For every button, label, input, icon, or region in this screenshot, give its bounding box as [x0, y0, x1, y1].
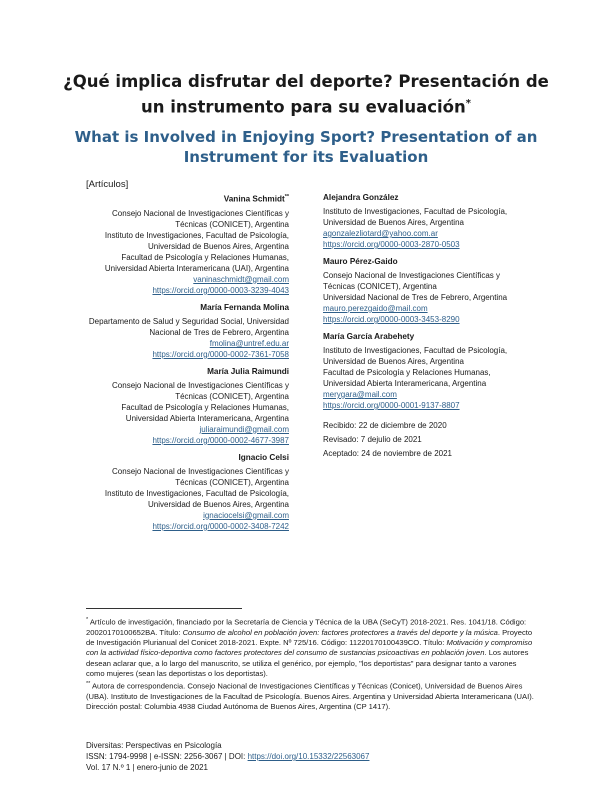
publication-dates	[323, 419, 553, 461]
author-orcid-link[interactable]: https://orcid.org/0000-0001-9137-8807	[323, 401, 460, 410]
author-affiliation: Técnicas (CONICET), Argentina	[323, 282, 437, 291]
author-affiliation: Técnicas (CONICET), Argentina	[175, 477, 289, 487]
author-email-link[interactable]: merygara@mail.com	[323, 390, 397, 399]
author-email-link[interactable]: agonzalezliotard@yahoo.com.ar	[323, 229, 438, 238]
author-affiliation: Instituto de Investigaciones, Facultad de Psicología,	[323, 346, 508, 355]
doi-link[interactable]: https://doi.org/10.15332/22563067	[247, 752, 370, 761]
date-revised: Revisado: 7 dejulio de 2021	[323, 435, 422, 444]
author-name: Mauro Pérez-Gaido	[323, 257, 398, 266]
title-english: What is Involved in Enjoying Sport? Presentation of an Instrument for its Evaluation	[74, 128, 538, 166]
author-name: Alejandra González	[323, 193, 399, 202]
author-block	[323, 331, 553, 411]
author-affiliation: Técnicas (CONICET), Argentina	[175, 219, 289, 229]
author-name: María Julia Raimundi	[207, 366, 289, 376]
author-affiliation: Facultad de Psicología y Relaciones Humanas,	[323, 368, 491, 377]
author-orcid-link[interactable]: https://orcid.org/0000-0003-3239-4043	[152, 285, 289, 295]
author-affiliation: Instituto de Investigaciones, Facultad de Psicología,	[323, 207, 508, 216]
date-received: Recibido: 22 de diciembre de 2020	[323, 421, 447, 430]
author-affiliation: Universidad Abierta Interamericana (UAI), Argentina	[104, 263, 289, 273]
author-affiliation: Universidad de Buenos Aires, Argentina	[148, 241, 289, 251]
date-accepted: Aceptado: 24 de noviembre de 2021	[323, 449, 452, 458]
author-affiliation: Universidad Abierta Interamericana, Argentina	[125, 413, 289, 423]
author-name: María García Arabehety	[323, 332, 415, 341]
footnote-correspondence: ** Autora de correspondencia. Consejo Nacional de Investigaciones Científicas y Técnicas (Conicet), Universidad de Buenos Aires (UBA). Instituto de Investigaciones de la Facultad de Psicología. Buenos Aires. Argentina y Universidad Abierta Interamericana (UAI). Dirección postal: Columbia 4938 Ciudad Autónoma de Buenos Aires, Argentina (CP 1417).	[86, 681, 534, 712]
author-orcid-link[interactable]: https://orcid.org/0000-0003-3453-8290	[323, 315, 460, 324]
journal-name: Diversitas: Perspectivas en Psicología	[86, 741, 222, 750]
author-orcid-link[interactable]: https://orcid.org/0000-0002-7361-7058	[152, 349, 289, 359]
author-email-link[interactable]: juliaraimundi@gmail.com	[199, 424, 289, 434]
author-affiliation: Universidad de Buenos Aires, Argentina	[148, 499, 289, 509]
footnote-funding: * Artículo de investigación, financiado por la Secretaría de Ciencia y Técnica de la UBA (SeCyT) 2018-2021. Res. 1041/18. Código: 20020170100652BA. Título: Consumo de alcohol en población joven: factores protectores a través del deporte y la música. Proyecto de Investigación Plurianual del Conicet 2018-2021. Expte. Nº 725/16. Código: 11220170100439CO. Título: Motivación y compromiso con la actividad físico-deportiva como factores protectores del consumo de sustancias psicoactivas en población joven. Los autores desean aclarar que, a lo largo del manuscrito, se utiliza el genérico, por ejemplo, "los deportistas" para designar tanto a varones como mujeres (sean las deportistas o los deportistas).	[86, 617, 533, 679]
author-email-link[interactable]: ignaciocelsi@gmail.com	[203, 510, 289, 520]
author-orcid-link[interactable]: https://orcid.org/0000-0002-3408-7242	[152, 521, 289, 531]
author-affiliation: Universidad Abierta Interamericana, Argentina	[323, 379, 487, 388]
author-email-link[interactable]: vaninaschmidt@gmail.com	[193, 274, 289, 284]
author-affiliation: Instituto de Investigaciones, Facultad de Psicología,	[104, 230, 289, 240]
author-affiliation: Facultad de Psicología y Relaciones Humanas,	[121, 252, 289, 262]
author-block	[86, 366, 289, 446]
author-block	[86, 452, 289, 532]
author-orcid-link[interactable]: https://orcid.org/0000-0002-4677-3987	[152, 435, 289, 445]
author-footnote-mark: **	[284, 194, 289, 200]
authors-left-column	[86, 192, 289, 538]
journal-issn: ISSN: 1794-9998 | e-ISSN: 2256-3067 | DOI: https://doi.org/10.15332/22563067	[86, 752, 370, 761]
title-spanish: ¿Qué implica disfrutar del deporte? Presentación de un instrumento para su evaluación*	[63, 72, 549, 117]
author-affiliation: Universidad Nacional de Tres de Febrero, Argentina	[323, 293, 508, 302]
author-affiliation: Consejo Nacional de Investigaciones Científicas y	[112, 380, 289, 390]
journal-info	[86, 740, 546, 773]
author-affiliation: Universidad de Buenos Aires, Argentina	[323, 357, 464, 366]
author-block	[86, 192, 289, 296]
author-name: María Fernanda Molina	[200, 302, 289, 312]
author-affiliation: Universidad de Buenos Aires, Argentina	[323, 218, 464, 227]
footnote-divider	[86, 608, 242, 609]
title-footnote-mark: *	[465, 98, 471, 109]
author-block	[323, 192, 553, 250]
authors-right-column	[323, 192, 553, 461]
section-label: [Artículos]	[86, 179, 129, 190]
author-affiliation: Técnicas (CONICET), Argentina	[175, 391, 289, 401]
author-block	[86, 302, 289, 360]
author-affiliation: Consejo Nacional de Investigaciones Científicas y	[112, 208, 289, 218]
author-affiliation: Consejo Nacional de Investigaciones Científicas y	[323, 271, 500, 280]
author-name: Ignacio Celsi	[238, 452, 289, 462]
author-affiliation: Nacional de Tres de Febrero, Argentina	[149, 327, 289, 337]
author-affiliation: Consejo Nacional de Investigaciones Científicas y	[112, 466, 289, 476]
author-email-link[interactable]: mauro.perezgaido@mail.com	[323, 304, 428, 313]
author-affiliation: Facultad de Psicología y Relaciones Humanas,	[121, 402, 289, 412]
author-affiliation: Departamento de Salud y Seguridad Social, Universidad	[88, 316, 289, 326]
author-email-link[interactable]: fmolina@untref.edu.ar	[209, 338, 289, 348]
author-name: Vanina Schmidt**	[223, 194, 289, 204]
author-affiliation: Instituto de Investigaciones, Facultad de Psicología,	[104, 488, 289, 498]
author-block	[323, 256, 553, 325]
journal-volume: Vol. 17 N.º 1 | enero-junio de 2021	[86, 763, 208, 772]
author-orcid-link[interactable]: https://orcid.org/0000-0003-2870-0503	[323, 240, 460, 249]
footnotes	[86, 615, 536, 713]
